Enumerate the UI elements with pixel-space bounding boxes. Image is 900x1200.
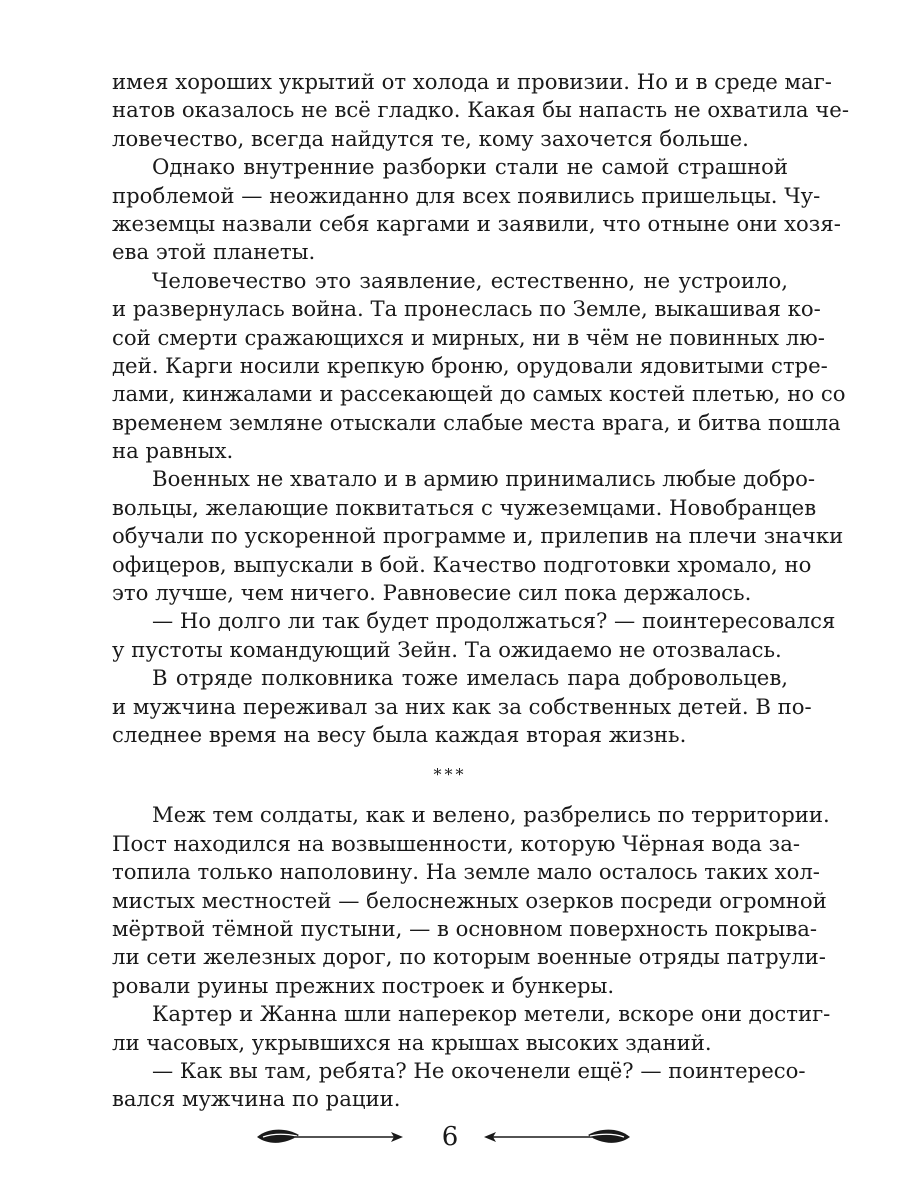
feather-arrow-right-icon xyxy=(255,1124,405,1150)
text-line: на равных. xyxy=(112,438,234,464)
text-line: Меж тем солдаты, как и велено, разбрелись по территории. xyxy=(152,802,830,828)
text-line: мёртвой тёмной пустыни, — в основном поверхность покрыва- xyxy=(112,915,818,941)
text-line: и мужчина переживал за них как за собственных детей. В по- xyxy=(112,693,812,719)
text-line: временем земляне отыскали слабые места врага, и битва пошла xyxy=(112,409,841,435)
text-line: ровали руины прежних построек и бункеры. xyxy=(112,972,615,998)
text-line: — Как вы там, ребята? Не окоченели ещё? — поинтересо- xyxy=(152,1057,806,1083)
text-line: — Но долго ли так будет продолжаться? — поинтересовался xyxy=(152,608,836,634)
section-separator: *** xyxy=(433,765,467,785)
text-line: лами, кинжалами и рассекающей до самых костей плетью, но со xyxy=(112,381,846,407)
text-line: натов оказалось не всё гладко. Какая бы напасть не охватила че- xyxy=(112,97,849,123)
text-line: проблемой — неожиданно для всех появились пришельцы. Чу- xyxy=(112,182,821,208)
text-line: ли сети железных дорог, по которым военные отряды патрули- xyxy=(112,944,826,970)
text-line: жеземцы назвали себя каргами и заявили, что отныне они хозя- xyxy=(112,210,841,236)
text-line: сой смерти сражающихся и мирных, ни в чём не повинных лю- xyxy=(112,324,825,350)
text-line: это лучше, чем ничего. Равновесие сил пока держалось. xyxy=(112,580,752,606)
text-line: вался мужчина по рации. xyxy=(112,1086,401,1112)
text-line: вольцы, желающие поквитаться с чужеземцами. Новобранцев xyxy=(112,494,817,520)
text-line: обучали по ускоренной программе и, прилепив на плечи значки xyxy=(112,523,844,549)
text-line: В отряде полковника тоже имелась пара добровольцев, xyxy=(152,665,788,691)
text-line: топила только наполовину. На земле мало осталось таких хол- xyxy=(112,859,820,885)
text-line: у пустоты командующий Зейн. Та ожидаемо не отозвалась. xyxy=(112,636,782,662)
text-line: ли часовых, укрывшихся на крышах высоких зданий. xyxy=(112,1029,712,1055)
text-line: Военных не хватало и в армию принимались любые добро- xyxy=(152,466,816,492)
text-line: Человечество это заявление, естественно, не устроило, xyxy=(152,267,788,293)
text-line: ловечество, всегда найдутся те, кому захочется больше. xyxy=(112,125,749,151)
text-page xyxy=(112,68,849,1114)
page-number: 6 xyxy=(441,1122,459,1152)
text-line: следнее время на весу была каждая вторая жизнь. xyxy=(112,721,687,747)
text-line: офицеров, выпускали в бой. Качество подготовки хромало, но xyxy=(112,551,812,577)
text-line: Картер и Жанна шли наперекор метели, вскоре они достиг- xyxy=(152,1001,831,1027)
text-line: имея хороших укрытий от холода и провизии. Но и в среде маг- xyxy=(112,69,832,94)
feather-arrow-left-icon xyxy=(482,1124,632,1150)
text-line: мистых местностей — белоснежных озерков посреди огромной xyxy=(112,887,827,913)
text-line: Пост находился на возвышенности, которую Чёрная вода за- xyxy=(112,830,801,856)
text-line: и развернулась война. Та пронеслась по Земле, выкашивая ко- xyxy=(112,296,821,322)
text-line: Однако внутренние разборки стали не самой страшной xyxy=(152,154,788,180)
page-footer xyxy=(0,1120,900,1160)
text-line: дей. Карги носили крепкую броню, орудовали ядовитыми стре- xyxy=(112,352,828,378)
text-line: ева этой планеты. xyxy=(112,239,316,265)
